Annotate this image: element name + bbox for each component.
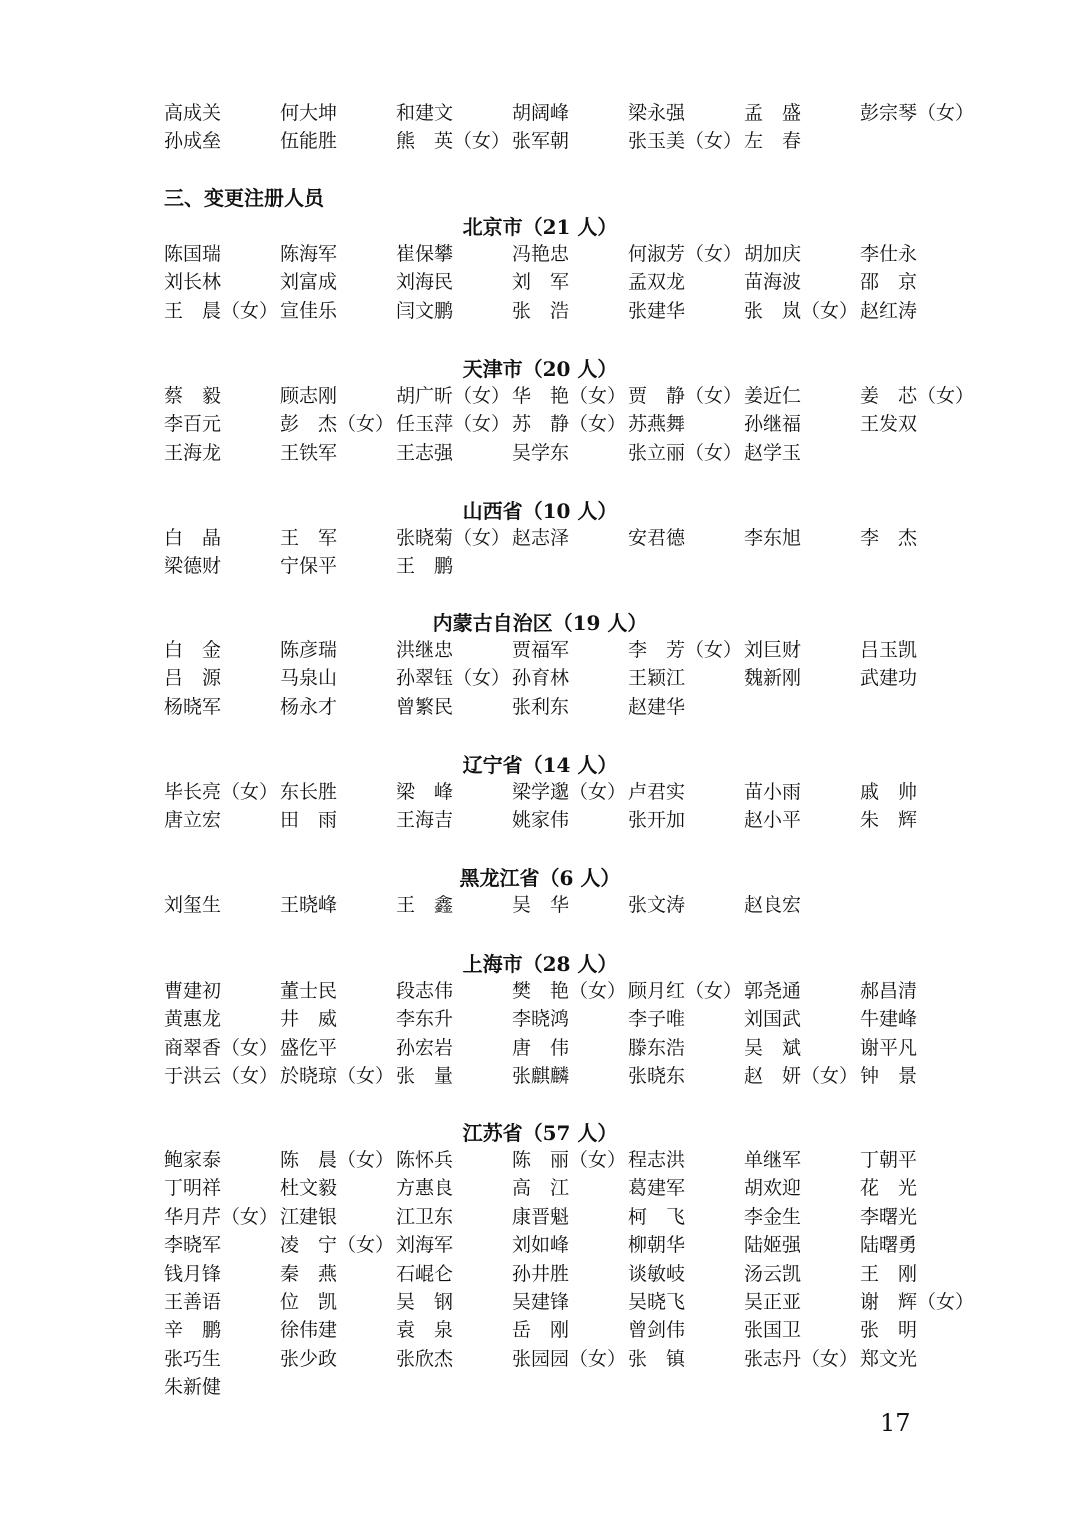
person-name: 陈国瑞 <box>164 243 222 265</box>
person-name: 和建文 <box>396 102 454 124</box>
person-name: 熊 英（女） <box>396 130 511 153</box>
person-name: 王海龙 <box>164 441 222 464</box>
person-name: 王 军 <box>280 527 338 549</box>
person-name: 刘国武 <box>744 1008 802 1031</box>
name-row <box>164 410 984 438</box>
person-name: 杨晓军 <box>164 695 222 718</box>
person-name: 吕玉凯 <box>860 639 918 661</box>
person-name: 何大坤 <box>280 102 338 124</box>
person-name: 唐立宏 <box>164 809 222 832</box>
name-row <box>164 524 984 552</box>
region-title: 天津市（20 人） <box>462 357 618 381</box>
person-name: 张志丹（女） <box>744 1347 859 1370</box>
person-name: 何淑芳（女） <box>628 243 743 265</box>
person-name: 花 光 <box>860 1177 918 1200</box>
person-name: 梁 峰 <box>396 781 454 803</box>
person-name: 袁 泉 <box>396 1319 454 1342</box>
person-name: 宣佳乐 <box>280 299 338 322</box>
person-name: 孟双龙 <box>628 271 686 294</box>
person-name: 杨永才 <box>280 695 338 718</box>
person-name: 董士民 <box>280 980 338 1002</box>
person-name: 苏燕舞 <box>628 413 686 436</box>
person-name: 石崐仑 <box>396 1262 454 1285</box>
person-name: 李 杰 <box>860 527 918 549</box>
person-name: 王 鹏 <box>396 555 454 578</box>
person-name: 柳朝华 <box>628 1234 686 1257</box>
person-name: 华月芹（女） <box>164 1205 279 1228</box>
person-name: 程志洪 <box>628 1149 686 1171</box>
person-name: 吴 钢 <box>396 1291 454 1313</box>
person-name: 单继军 <box>744 1149 802 1171</box>
person-name: 孙育林 <box>512 667 570 690</box>
name-row <box>164 693 984 721</box>
person-name: 张晓菊（女） <box>396 527 511 549</box>
person-name: 白 晶 <box>164 527 222 549</box>
name-row <box>164 439 984 467</box>
person-name: 洪继忠 <box>396 639 454 661</box>
region-title: 辽宁省（14 人） <box>462 753 618 777</box>
person-name: 牛建峰 <box>860 1008 918 1031</box>
person-name: 张巧生 <box>164 1347 222 1370</box>
person-name: 郝昌清 <box>860 980 918 1002</box>
person-name: 安君德 <box>628 527 686 549</box>
person-name: 陆曙勇 <box>860 1234 918 1257</box>
name-row <box>164 99 984 127</box>
name-row <box>164 297 984 325</box>
name-row <box>164 1174 984 1202</box>
person-name: 张立丽（女） <box>628 441 743 464</box>
person-name: 岳 刚 <box>512 1319 570 1342</box>
person-name: 丁朝平 <box>860 1149 918 1171</box>
person-name: 张 浩 <box>512 299 570 322</box>
person-name: 谢平凡 <box>860 1036 918 1059</box>
person-name: 孙井胜 <box>512 1262 570 1285</box>
name-row <box>164 1146 984 1174</box>
person-name: 樊 艳（女） <box>512 980 627 1002</box>
person-name: 蔡 毅 <box>164 385 222 407</box>
person-name: 朱 辉 <box>860 809 918 832</box>
person-name: 朱新健 <box>164 1376 222 1399</box>
person-name: 陆姬强 <box>744 1234 802 1257</box>
person-name: 马泉山 <box>280 667 338 690</box>
person-name: 谈敏岐 <box>628 1262 686 1285</box>
person-name: 李金生 <box>744 1205 802 1228</box>
person-name: 卢君实 <box>628 781 686 803</box>
person-name: 曾剑伟 <box>628 1319 686 1342</box>
person-name: 李曙光 <box>860 1205 918 1228</box>
person-name: 姜近仁 <box>744 385 802 407</box>
person-name: 宁保平 <box>280 555 338 578</box>
person-name: 张建华 <box>628 299 686 322</box>
person-name: 丁明祥 <box>164 1177 222 1200</box>
person-name: 张 明 <box>860 1319 918 1342</box>
person-name: 李仕永 <box>860 243 918 265</box>
person-name: 刘 军 <box>512 271 570 294</box>
region-title: 内蒙古自治区（19 人） <box>432 611 648 635</box>
name-row <box>164 1005 984 1033</box>
name-row <box>164 977 984 1005</box>
person-name: 陈 丽（女） <box>512 1149 627 1171</box>
person-name: 姚家伟 <box>512 809 570 832</box>
name-row <box>164 268 984 296</box>
person-name: 彭宗琴（女） <box>860 102 975 124</box>
person-name: 钟 景 <box>860 1065 918 1088</box>
person-name: 胡加庆 <box>744 243 802 265</box>
person-name: 滕东浩 <box>628 1036 686 1059</box>
person-name: 张 镇 <box>628 1347 686 1370</box>
person-name: 谢 辉（女） <box>860 1291 975 1313</box>
person-name: 田 雨 <box>280 809 338 832</box>
person-name: 刘长林 <box>164 271 222 294</box>
person-name: 毕长亮（女） <box>164 781 279 803</box>
person-name: 吴晓飞 <box>628 1291 686 1313</box>
region-title: 北京市（21 人） <box>462 215 618 239</box>
person-name: 钱月锋 <box>164 1262 222 1285</box>
person-name: 张玉美（女） <box>628 130 743 153</box>
person-name: 顾志刚 <box>280 385 338 407</box>
person-name: 左 春 <box>744 130 802 153</box>
person-name: 王 鑫 <box>396 894 454 916</box>
person-name: 郭尧通 <box>744 980 802 1002</box>
person-name: 李东升 <box>396 1008 454 1031</box>
person-name: 李晓军 <box>164 1234 222 1257</box>
person-name: 王志强 <box>396 441 454 464</box>
region-title: 上海市（28 人） <box>462 952 618 976</box>
person-name: 张少政 <box>280 1347 338 1370</box>
person-name: 曹建初 <box>164 980 222 1002</box>
person-name: 崔保攀 <box>396 243 454 265</box>
person-name: 苏 静（女） <box>512 413 627 436</box>
person-name: 顾月红（女） <box>628 980 743 1002</box>
person-name: 刘巨财 <box>744 639 802 661</box>
person-name: 任玉萍（女） <box>396 413 511 436</box>
person-name: 王 晨（女） <box>164 299 279 322</box>
person-name: 孙继福 <box>744 413 802 436</box>
person-name: 曾繁民 <box>396 695 454 718</box>
person-name: 吴 斌 <box>744 1036 802 1059</box>
person-name: 李东旭 <box>744 527 802 549</box>
person-name: 吴 华 <box>512 894 570 916</box>
person-name: 李百元 <box>164 413 222 436</box>
person-name: 盛仡平 <box>280 1036 338 1059</box>
person-name: 商翠香（女） <box>164 1036 279 1059</box>
person-name: 张军朝 <box>512 130 570 153</box>
person-name: 王颖江 <box>628 667 686 690</box>
person-name: 魏新刚 <box>744 667 802 690</box>
person-name: 郑文光 <box>860 1347 918 1370</box>
person-name: 孙成垒 <box>164 130 222 153</box>
region-title: 山西省（10 人） <box>462 499 618 523</box>
person-name: 井 威 <box>280 1008 338 1031</box>
name-row <box>164 382 984 410</box>
person-name: 赵红涛 <box>860 299 918 322</box>
person-name: 张 量 <box>396 1065 454 1088</box>
person-name: 王铁军 <box>280 441 338 464</box>
name-row <box>164 664 984 692</box>
person-name: 胡广昕（女） <box>396 385 511 407</box>
person-name: 邵 京 <box>860 271 918 294</box>
person-name: 李 芳（女） <box>628 639 743 661</box>
person-name: 王发双 <box>860 413 918 436</box>
person-name: 於晓琼（女） <box>280 1065 395 1088</box>
person-name: 吕 源 <box>164 667 222 690</box>
person-name: 于洪云（女） <box>164 1065 279 1088</box>
person-name: 张晓东 <box>628 1065 686 1088</box>
person-name: 黄惠龙 <box>164 1008 222 1031</box>
person-name: 赵小平 <box>744 809 802 832</box>
person-name: 辛 鹏 <box>164 1319 222 1342</box>
person-name: 张麒麟 <box>512 1065 570 1088</box>
person-name: 王 刚 <box>860 1262 918 1285</box>
person-name: 赵建华 <box>628 695 686 718</box>
person-name: 梁学邈（女） <box>512 781 627 803</box>
person-name: 张开加 <box>628 809 686 832</box>
person-name: 张利东 <box>512 695 570 718</box>
person-name: 徐伟建 <box>280 1319 338 1342</box>
person-name: 戚 帅 <box>860 781 918 803</box>
person-name: 秦 燕 <box>280 1262 338 1285</box>
name-row <box>164 1373 984 1401</box>
person-name: 张 岚（女） <box>744 299 859 322</box>
section-heading: 三、变更注册人员 <box>164 186 324 210</box>
person-name: 孙翠钰（女） <box>396 667 511 690</box>
name-row <box>164 127 984 155</box>
person-name: 陈海军 <box>280 243 338 265</box>
person-name: 鲍家泰 <box>164 1149 222 1171</box>
name-row <box>164 1316 984 1344</box>
person-name: 孙宏岩 <box>396 1036 454 1059</box>
person-name: 苗海波 <box>744 271 802 294</box>
person-name: 吴正亚 <box>744 1291 802 1313</box>
name-row <box>164 1288 984 1316</box>
person-name: 苗小雨 <box>744 781 802 803</box>
person-name: 刘如峰 <box>512 1234 570 1257</box>
person-name: 武建功 <box>860 667 918 690</box>
person-name: 胡阔峰 <box>512 102 570 124</box>
name-row <box>164 891 984 919</box>
person-name: 江建银 <box>280 1205 338 1228</box>
person-name: 张园园（女） <box>512 1347 627 1370</box>
person-name: 张国卫 <box>744 1319 802 1342</box>
person-name: 位 凯 <box>280 1291 338 1313</box>
person-name: 刘海军 <box>396 1234 454 1257</box>
person-name: 杜文毅 <box>280 1177 338 1200</box>
person-name: 东长胜 <box>280 781 338 803</box>
person-name: 王晓峰 <box>280 894 338 916</box>
page-number: 17 <box>880 1409 911 1437</box>
person-name: 凌 宁（女） <box>280 1234 395 1257</box>
person-name: 吴学东 <box>512 441 570 464</box>
person-name: 白 金 <box>164 639 222 661</box>
person-name: 唐 伟 <box>512 1036 570 1059</box>
person-name: 陈 晨（女） <box>280 1149 395 1171</box>
person-name: 赵 妍（女） <box>744 1065 859 1088</box>
person-name: 冯艳忠 <box>512 243 570 265</box>
name-row <box>164 552 984 580</box>
person-name: 孟 盛 <box>744 102 802 124</box>
person-name: 李子唯 <box>628 1008 686 1031</box>
person-name: 赵良宏 <box>744 894 802 916</box>
name-row <box>164 1231 984 1259</box>
name-row <box>164 1260 984 1288</box>
person-name: 高 江 <box>512 1177 570 1200</box>
name-row <box>164 778 984 806</box>
person-name: 段志伟 <box>396 980 454 1002</box>
person-name: 陈彦瑞 <box>280 639 338 661</box>
person-name: 胡欢迎 <box>744 1177 802 1200</box>
person-name: 华 艳（女） <box>512 385 627 407</box>
person-name: 江卫东 <box>396 1205 454 1228</box>
name-row <box>164 1203 984 1231</box>
person-name: 张欣杰 <box>396 1347 454 1370</box>
person-name: 刘海民 <box>396 271 454 294</box>
person-name: 张文涛 <box>628 894 686 916</box>
person-name: 方惠良 <box>396 1177 454 1200</box>
person-name: 刘富成 <box>280 271 338 294</box>
person-name: 伍能胜 <box>280 130 338 153</box>
person-name: 吴建锋 <box>512 1291 570 1313</box>
person-name: 贾福军 <box>512 639 570 661</box>
person-name: 王善语 <box>164 1291 222 1313</box>
person-name: 姜 芯（女） <box>860 385 975 407</box>
name-row <box>164 636 984 664</box>
name-row <box>164 806 984 834</box>
person-name: 闫文鹏 <box>396 299 454 322</box>
person-name: 梁德财 <box>164 555 222 578</box>
person-name: 汤云凯 <box>744 1262 802 1285</box>
person-name: 赵志泽 <box>512 527 570 549</box>
region-title: 黑龙江省（6 人） <box>459 866 621 890</box>
name-row <box>164 1345 984 1373</box>
person-name: 陈怀兵 <box>396 1149 454 1171</box>
name-row <box>164 1034 984 1062</box>
person-name: 柯 飞 <box>628 1205 686 1228</box>
person-name: 贾 静（女） <box>628 385 743 407</box>
person-name: 王海吉 <box>396 809 454 832</box>
name-row <box>164 240 984 268</box>
name-row <box>164 1062 984 1090</box>
person-name: 康晋魁 <box>512 1205 570 1228</box>
person-name: 李晓鸿 <box>512 1008 570 1031</box>
region-title: 江苏省（57 人） <box>462 1121 618 1145</box>
person-name: 高成关 <box>164 102 222 124</box>
person-name: 葛建军 <box>628 1177 686 1200</box>
person-name: 刘玺生 <box>164 894 222 916</box>
person-name: 彭 杰（女） <box>280 413 395 436</box>
person-name: 赵学玉 <box>744 441 802 464</box>
person-name: 梁永强 <box>628 102 686 124</box>
